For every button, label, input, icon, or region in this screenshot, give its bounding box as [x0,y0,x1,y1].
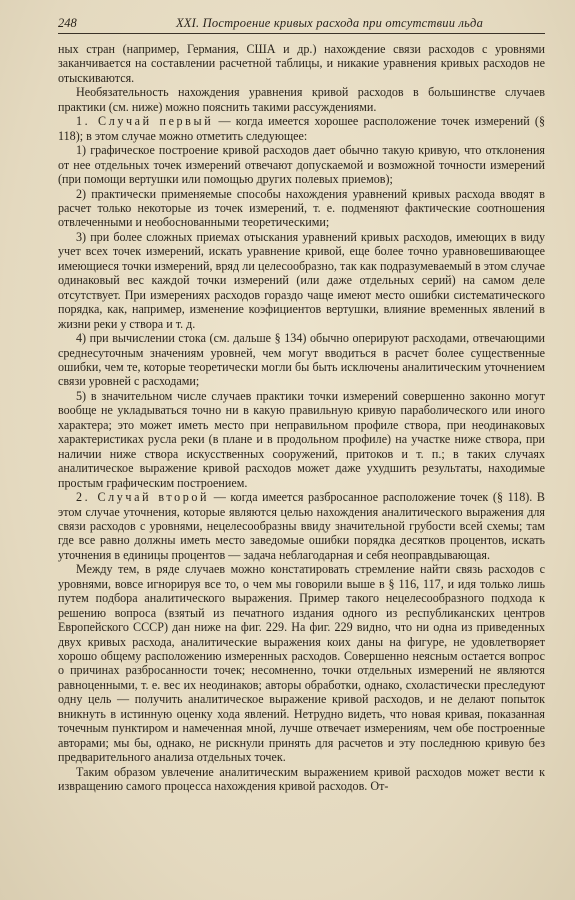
paragraph: 2) практически применяемые способы нахождения уравнений кривых расхода вводят в расчет только некоторые из точек измерений, т. е. подменяют фактические соотношения отвлеченными и необоснованными теоретическими; [58,186,545,230]
paragraph-body: — когда имеется разбросанное расположение точек (§ 118). В этом случае уточнения, которые являются целью нахождения аналитического выражения для связи расходов с уровнями, нецелесообразны ввиду значительной грубости всей схемы; там где все равно должны иметь место заведомые ошибки порядка десятков процентов, искать уточнения в единицы процентов — задача неблагодарная и себя неоправдывающая. [58,490,545,562]
paragraph: Между тем, в ряде случаев можно констатировать стремление найти связь расходов с уровнями, вовсе игнорируя все то, о чем мы говорили выше в § 116, 117, и идя только лишь путем подбора аналитического выражения. Пример такого нецелесообразного подхода к решению вопроса (взятый из печатного издания одного из республиканских центров Европейского СССР) дан ниже на фиг. 229. На фиг. 229 видно, что ни одна из приведенных двух кривых расхода, аналитические выражения коих даны на фигуре, не удовлетворяет хорошо общему расположению измеренных расходов. Совершенно неясным остается вопрос о причинах разбросанности точек; несомненно, точки отдельных измерений не являются равноценными, т. е. вес их неодинаков; авторы обработки, однако, схоластически преследуют одну цель — получить аналитическое выражение кривой расходов, и не делают попыток вникнуть в истинную оценку хода явлений. Нетрудно видеть, что новая кривая, показанная точечным пунктиром и намеченная мной, лучше отвечает измерениям, чем обе построенные авторами; мы бы, однако, не рискнули принять для расчетов и эту последнюю кривую без предварительного анализа отдельных точек. [58,562,545,765]
running-title: XXI. Построение кривых расхода при отсутствии льда [175,16,484,30]
paragraph: 1) графическое построение кривой расходов дает обычно такую кривую, что отклонения от нее отдельных точек измерений отвечают допускаемой и возможной точности измерений (при помощи вертушки или помощью других полевых приемов); [58,143,545,187]
running-header [58,16,545,34]
paragraph-case-two [58,490,545,562]
case-heading: 2. Случай второй [76,490,210,505]
paragraph: Таким образом увлечение аналитическим выражением кривой расходов может вести к извращению самого процесса нахождения кривой расходов. От- [58,764,545,794]
paragraph: 5) в значительном числе случаев практики точки измерений совершенно законно могут вообще не укладываться точно ни в какую правильную кривую параболического или иного характера; это может иметь место при неправильном профиле створа, при неодинаковых характеристиках русла реки (в плане и в продольном профиле) на участке ниже створа, при наличии ниже створа искусственных сооружений, притоков и т. п.; в таких случаях аналитическое выражение кривой расходов может даже ухудшить результаты, находимые простым графическим построением. [58,388,545,490]
paragraph-body: — когда имеется хорошее расположение точек измерений (§ 118); в этом случае можно отметить следующее: [58,114,545,143]
paragraph-case-one [58,114,545,143]
page-number: 248 [58,16,77,30]
paragraph: 4) при вычислении стока (см. дальше § 134) обычно оперируют расходами, отвечающими среднесуточным значениям уровней, чем могут вводиться в расчет более существенные ошибки, чем те, которые теоретически могли бы быть исключены аналитическим уточнением связи уровней с расходами; [58,331,545,389]
case-heading: 1. Случай первый [76,114,214,129]
paragraph: 3) при более сложных приемах отыскания уравнений кривых расходов, имеющих в виду учет всех точек измерений, искать уравнение кривой, еще более точно уравновешивающее имеющиеся точки измерений, вряд ли целесообразно, так как подразумеваемый в этом случае одинаковый вес каждой точки измерений (или даже отдельных серий) на самом деле отсутствует. При измерениях расходов гораздо чаще имеют место ошибки систематического порядка, как, например, изменение коэфициентов вертушки, влияние временных явлений в жизни реки у створа и т. д. [58,229,545,331]
paragraph: ных стран (например, Германия, США и др.) нахождение связи расходов с уровнями заканчивается на составлении расчетной таблицы, и никакие уравнения кривых расходов не отыскиваются. [58,42,545,85]
body-text [58,42,545,794]
paragraph: Необязательность нахождения уравнения кривой расходов в большинстве случаев практики (см. ниже) можно пояснить такими рассуждениями. [58,85,545,114]
